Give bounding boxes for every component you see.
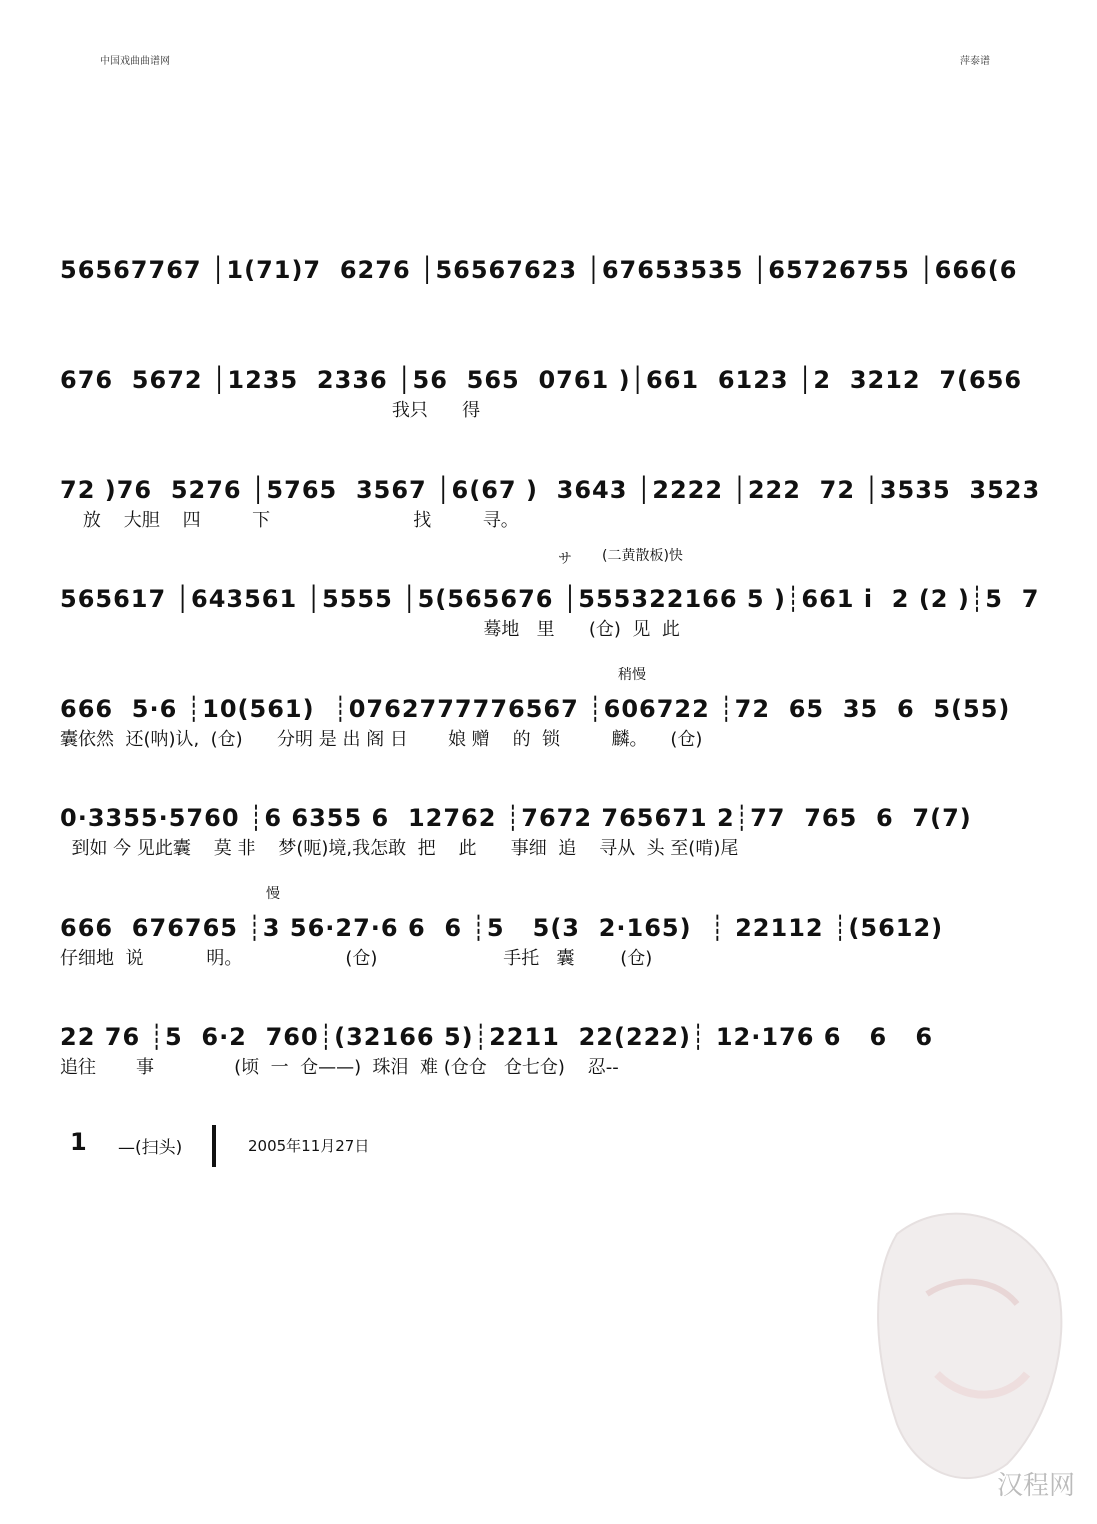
notes-row-6: 0·3355·5760 ┊6 6355 6 12762 ┊7672 765671 2┊77 765 6 7(7) xyxy=(60,804,972,832)
score-row-8 xyxy=(0,1022,1097,1122)
notes-row-5: 666 5·6 ┊10(561) ┊0762777776567 ┊606722 ┊72 65 35 6 5(55) xyxy=(60,695,1011,723)
notes-row-4: 565617 │643561 │5555 │5(565676 │555322166 5 )┊661 i 2 (2 )┊5 7 xyxy=(60,585,1040,613)
site-header-right: 萍泰谱 xyxy=(960,56,990,67)
date-text: 2005年11月27日 xyxy=(248,1137,370,1155)
notes-row-3: 72 )76 5276 │5765 3567 │6(67 ) 3643 │2222 │222 72 │3535 3523 xyxy=(60,476,1041,504)
score-row-7 xyxy=(0,913,1097,1013)
annotation-sanban: (二黄散板)快 xyxy=(602,548,683,564)
annotation-sa: サ xyxy=(558,551,572,567)
site-header-left: 中国戏曲曲谱网 xyxy=(100,56,170,67)
score-row-3 xyxy=(0,475,1097,575)
annotation-man: 慢 xyxy=(266,886,280,902)
score-row-1 xyxy=(0,255,1097,355)
lyrics-row-7: 仔细地 说 明。 (仓) 手托 囊 (仓) xyxy=(60,948,653,969)
lyrics-row-6: 到如 今 见此囊 莫 非 梦(呃)境,我怎敢 把 此 事细 追 寻从 头 至(啃)尾 xyxy=(60,838,739,859)
score-row-5 xyxy=(0,694,1097,794)
notes-row-2: 676 5672 │1235 2336 │56 565 0761 )│661 6123 │2 3212 7(656 xyxy=(60,366,1023,394)
final-note: 1 xyxy=(70,1128,87,1156)
final-text: —(扫头) xyxy=(118,1138,183,1158)
watermark-text: 汉程网 xyxy=(996,1471,1075,1501)
score-row-2 xyxy=(0,365,1097,465)
annotation-shaoman: 稍慢 xyxy=(618,667,646,683)
opera-mask-watermark-icon xyxy=(857,1174,1077,1504)
score-row-4 xyxy=(0,584,1097,684)
score-row-6 xyxy=(0,803,1097,903)
lyrics-row-3: 放 大胆 四 下 找 寻。 xyxy=(60,510,519,531)
lyrics-row-2: 我只 得 xyxy=(60,400,481,421)
lyrics-row-8: 追往 事 (顷 一 仓——) 珠泪 难 (仓仓 仓七仓) 忍-- xyxy=(60,1057,619,1078)
notes-row-1: 56567767 │1(71)7 6276 │56567623 │67653535 │65726755 │666(6 xyxy=(60,256,1018,284)
notes-row-8: 22 76 ┊5 6·2 760┊(32166 5)┊2211 22(222)┊ 12·176 6 6 6 xyxy=(60,1023,934,1051)
lyrics-row-5: 囊依然 还(呐)认, (仓) 分明 是 出 阁 日 娘 赠 的 锁 麟。 (仓) xyxy=(60,729,703,750)
lyrics-row-4: 蓦地 里 (仓) 见 此 xyxy=(60,619,680,640)
final-barline xyxy=(212,1125,216,1167)
notes-row-7: 666 676765 ┊3 56·27·6 6 6 ┊5 5(3 2·165) ┊ 22112 ┊(5612) xyxy=(60,914,944,942)
